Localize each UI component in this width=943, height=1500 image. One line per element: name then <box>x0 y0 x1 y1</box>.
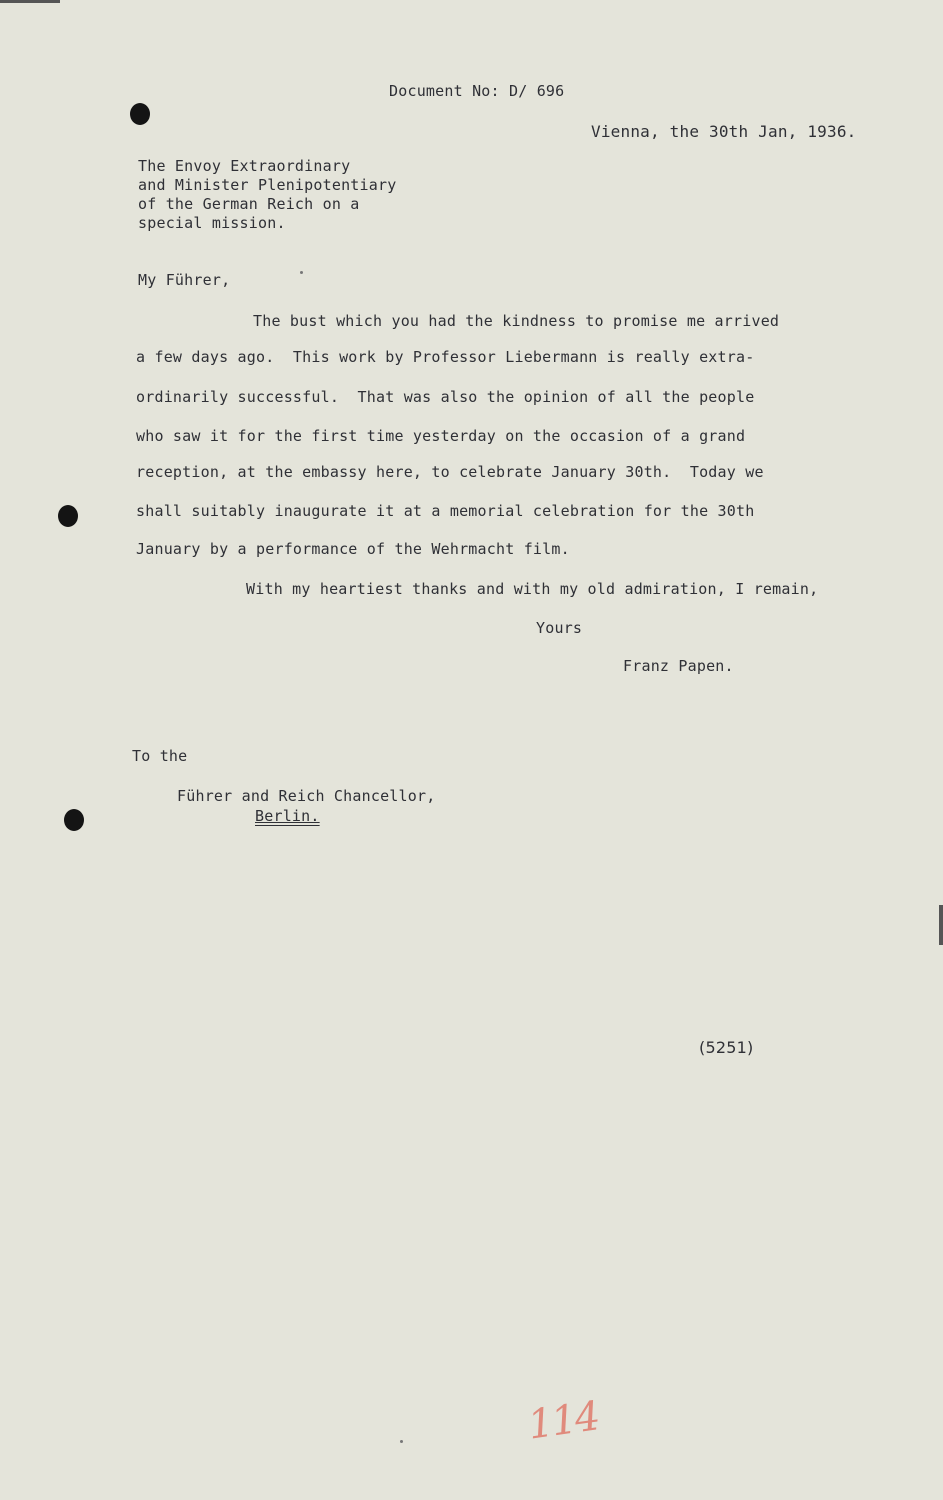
paper-speck <box>400 1440 403 1443</box>
body-line: The bust which you had the kindness to promise me arrived <box>253 312 780 330</box>
salutation: My Führer, <box>138 271 231 289</box>
body-line: reception, at the embassy here, to celebrate January 30th. Today we <box>136 463 764 481</box>
sender-line: of the German Reich on a <box>138 195 360 213</box>
body-line: who saw it for the first time yesterday on the occasion of a grand <box>136 427 746 445</box>
sender-line: and Minister Plenipotentiary <box>138 176 397 194</box>
handwritten-folio-mark: 114 <box>525 1393 602 1449</box>
dateline: Vienna, the 30th Jan, 1936. <box>591 122 857 141</box>
page-edge-mark <box>0 0 60 3</box>
body-line: ordinarily successful. That was also the opinion of all the people <box>136 388 755 406</box>
sender-line: The Envoy Extraordinary <box>138 157 351 175</box>
signature: Franz Papen. <box>623 657 734 675</box>
valediction: Yours <box>536 619 583 637</box>
body-line: January by a performance of the Wehrmacht film. <box>136 540 570 558</box>
punch-hole <box>58 505 78 527</box>
paper-speck <box>300 271 303 274</box>
punch-hole <box>130 103 150 125</box>
document-number: Document No: D/ 696 <box>389 82 565 100</box>
closing-line: With my heartiest thanks and with my old admiration, I remain, <box>246 580 819 598</box>
sender-line: special mission. <box>138 214 286 232</box>
addressee-name: Führer and Reich Chancellor, <box>177 787 436 805</box>
addressee-city: Berlin. <box>255 807 320 825</box>
page-edge-mark-right <box>939 905 943 945</box>
addressee-to: To the <box>132 747 188 765</box>
reference-number: (5251) <box>699 1038 754 1057</box>
body-line: a few days ago. This work by Professor Liebermann is really extra- <box>136 348 755 366</box>
body-line: shall suitably inaugurate it at a memorial celebration for the 30th <box>136 502 755 520</box>
punch-hole <box>64 809 84 831</box>
